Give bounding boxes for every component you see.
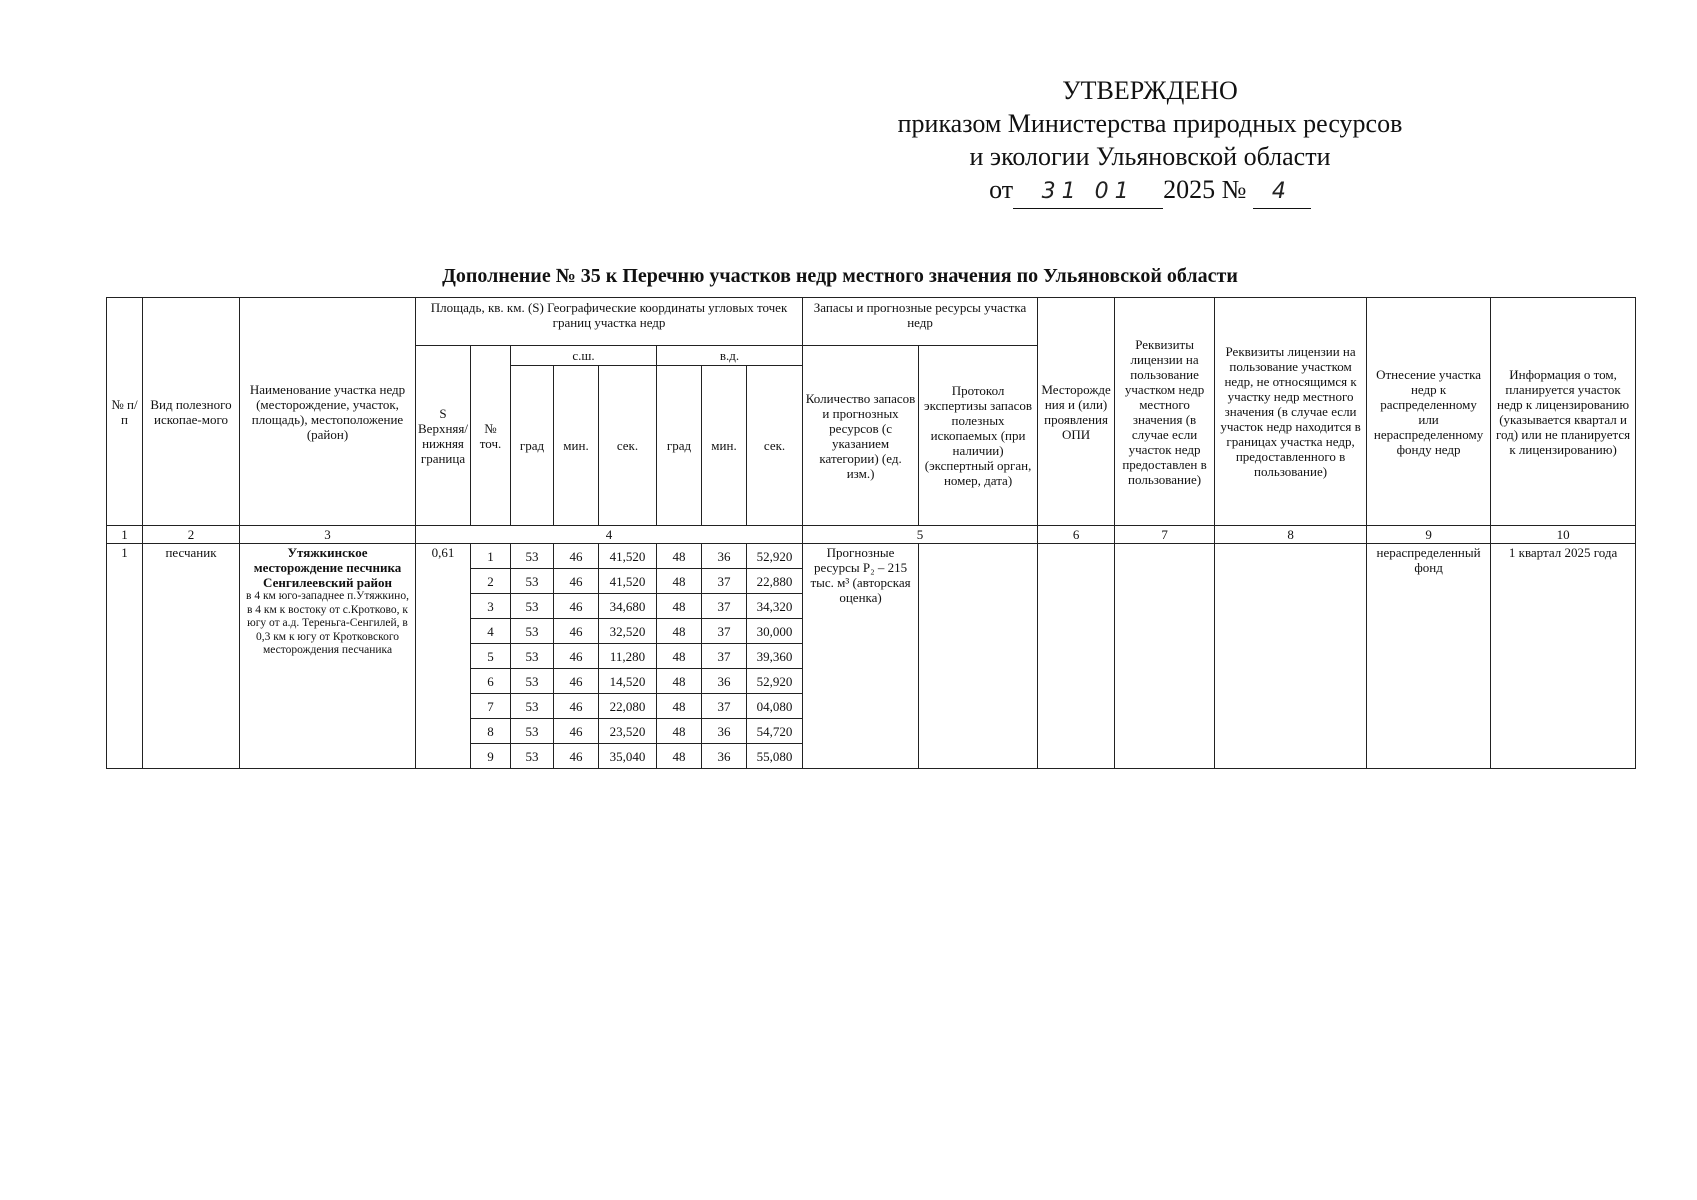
lon-sec: 52,920 [747,544,803,569]
header-mineral: Вид полезного ископае-мого [143,298,240,526]
point-number: 3 [471,594,511,619]
lat-sec: 35,040 [599,744,657,769]
row-expertise [919,544,1038,769]
row-licensing: 1 квартал 2025 года [1491,544,1636,769]
row-no: 1 [107,544,143,769]
column-number: 8 [1215,526,1367,544]
lat-sec: 32,520 [599,619,657,644]
header-no: № п/п [107,298,143,526]
site-district: Сенгилеевский район [263,575,392,590]
lat-sec: 41,520 [599,569,657,594]
lat-min: 46 [554,719,599,744]
point-number: 7 [471,694,511,719]
lon-min: 36 [702,744,747,769]
header-row-1 [107,298,1636,346]
lat-sec: 41,520 [599,544,657,569]
lat-sec: 11,280 [599,644,657,669]
column-number: 6 [1038,526,1115,544]
site-name: Утяжкинское месторождение песчника [253,545,402,575]
lon-min: 37 [702,644,747,669]
header-lat-deg: град [511,366,554,526]
lat-min: 46 [554,644,599,669]
lon-min: 37 [702,569,747,594]
point-number: 1 [471,544,511,569]
lon-deg: 48 [657,644,702,669]
header-lon: в.д. [657,346,803,366]
lat-sec: 22,080 [599,694,657,719]
number-blank [1253,173,1311,209]
row-area: 0,61 [416,544,471,769]
subsoil-register-table [106,297,1636,769]
lon-deg: 48 [657,544,702,569]
lat-min: 46 [554,744,599,769]
row-reserves: Прогнозные ресурсы P₂ – 215 тыс. м³ (авторская оценка) [803,544,919,769]
lon-sec: 54,720 [747,719,803,744]
lat-deg: 53 [511,669,554,694]
lat-min: 46 [554,569,599,594]
lat-deg: 53 [511,544,554,569]
row-site [240,544,416,769]
lon-deg: 48 [657,719,702,744]
lon-sec: 30,000 [747,619,803,644]
lat-deg: 53 [511,694,554,719]
lat-deg: 53 [511,594,554,619]
lat-deg: 53 [511,719,554,744]
lon-min: 36 [702,669,747,694]
column-number: 9 [1367,526,1491,544]
approval-line-1: приказом Министерства природных ресурсов [897,109,1403,138]
lon-deg: 48 [657,744,702,769]
row-license-other [1215,544,1367,769]
column-number: 1 [107,526,143,544]
row-mineral: песчаник [143,544,240,769]
lat-min: 46 [554,619,599,644]
column-number: 7 [1115,526,1215,544]
lon-deg: 48 [657,569,702,594]
lon-min: 36 [702,544,747,569]
lat-min: 46 [554,669,599,694]
lon-sec: 39,360 [747,644,803,669]
point-number: 2 [471,569,511,594]
column-number: 5 [803,526,1038,544]
lon-deg: 48 [657,669,702,694]
column-number: 3 [240,526,416,544]
lon-min: 37 [702,694,747,719]
lon-deg: 48 [657,694,702,719]
lat-sec: 23,520 [599,719,657,744]
lon-sec: 55,080 [747,744,803,769]
point-number: 4 [471,619,511,644]
lon-sec: 04,080 [747,694,803,719]
point-number: 9 [471,744,511,769]
column-number-row [107,526,1636,544]
site-location: в 4 км юго-западнее п.Утяжкино, в 4 км к востоку от с.Кротково, к югу от а.д. Тереньга-Сенгилей, в 0,3 км к югу от Кротковского месторождения песчаника [246,590,409,656]
point-number: 5 [471,644,511,669]
header-lon-sec: сек. [747,366,803,526]
lon-deg: 48 [657,594,702,619]
lon-sec: 52,920 [747,669,803,694]
lon-min: 37 [702,619,747,644]
header-deposit-opi: Месторождения и (или) проявления ОПИ [1038,298,1115,526]
header-license-other: Реквизиты лицензии на пользование участком недр, не относящимся к участку недр местного значения (в случае если участок недр находится в границах участка недр, предоставленного в пользование) [1215,298,1367,526]
document-title: Дополнение № 35 к Перечню участков недр местного значения по Ульяновской области [442,265,1238,287]
lat-deg: 53 [511,569,554,594]
approval-line-2: и экологии Ульяновской области [969,142,1331,171]
point-number: 6 [471,669,511,694]
date-prefix: от [989,175,1014,204]
lat-sec: 14,520 [599,669,657,694]
row-deposit-opi [1038,544,1115,769]
header-reserves-qty: Количество запасов и прогнозных ресурсов (с указанием категории) (ед. изм.) [803,346,919,526]
lat-deg: 53 [511,644,554,669]
header-reserves-group: Запасы и прогнозные ресурсы участка недр [803,298,1038,346]
header-expertise: Протокол экспертизы запасов полезных ископаемых (при наличии) (экспертный орган, номер, дата) [919,346,1038,526]
point-number: 8 [471,719,511,744]
header-lat-sec: сек. [599,366,657,526]
handwritten-number: 4 [1271,179,1292,204]
lon-min: 37 [702,594,747,619]
lat-deg: 53 [511,619,554,644]
date-year: 2025 № [1163,175,1247,204]
lon-sec: 22,880 [747,569,803,594]
column-number: 4 [416,526,803,544]
header-s-bound: S Верхняя/нижняя граница [416,346,471,526]
header-lat-min: мин. [554,366,599,526]
header-lon-deg: град [657,366,702,526]
table-row [107,544,1636,569]
header-area-coordinates: Площадь, кв. км. (S) Географические координаты угловых точек границ участка недр [416,298,803,346]
row-license-local [1115,544,1215,769]
approval-stamp [840,74,1460,209]
header-licensing-plan: Информация о том, планируется участок недр к лицензированию (указывается квартал и год) или не планируется к лицензированию) [1491,298,1636,526]
lon-min: 36 [702,719,747,744]
header-lat: с.ш. [511,346,657,366]
column-number: 10 [1491,526,1636,544]
lat-min: 46 [554,594,599,619]
approval-date-line [989,173,1311,209]
lat-sec: 34,680 [599,594,657,619]
header-site-name: Наименование участка недр (месторождение, участок, площадь), местоположение (район) [240,298,416,526]
lon-deg: 48 [657,619,702,644]
approval-title: УТВЕРЖДЕНО [1062,76,1238,105]
header-fund: Отнесение участка недр к распределенному или нераспределенному фонду недр [1367,298,1491,526]
lat-min: 46 [554,544,599,569]
column-number: 2 [143,526,240,544]
lat-deg: 53 [511,744,554,769]
header-point-no: № точ. [471,346,511,526]
lon-sec: 34,320 [747,594,803,619]
lat-min: 46 [554,694,599,719]
row-fund: нераспределенный фонд [1367,544,1491,769]
handwritten-date: 31 01 [1041,179,1135,204]
header-lon-min: мин. [702,366,747,526]
header-license-local: Реквизиты лицензии на пользование участком недр местного значения (в случае если участок недр предоставлен в пользование) [1115,298,1215,526]
date-blank [1013,173,1163,209]
